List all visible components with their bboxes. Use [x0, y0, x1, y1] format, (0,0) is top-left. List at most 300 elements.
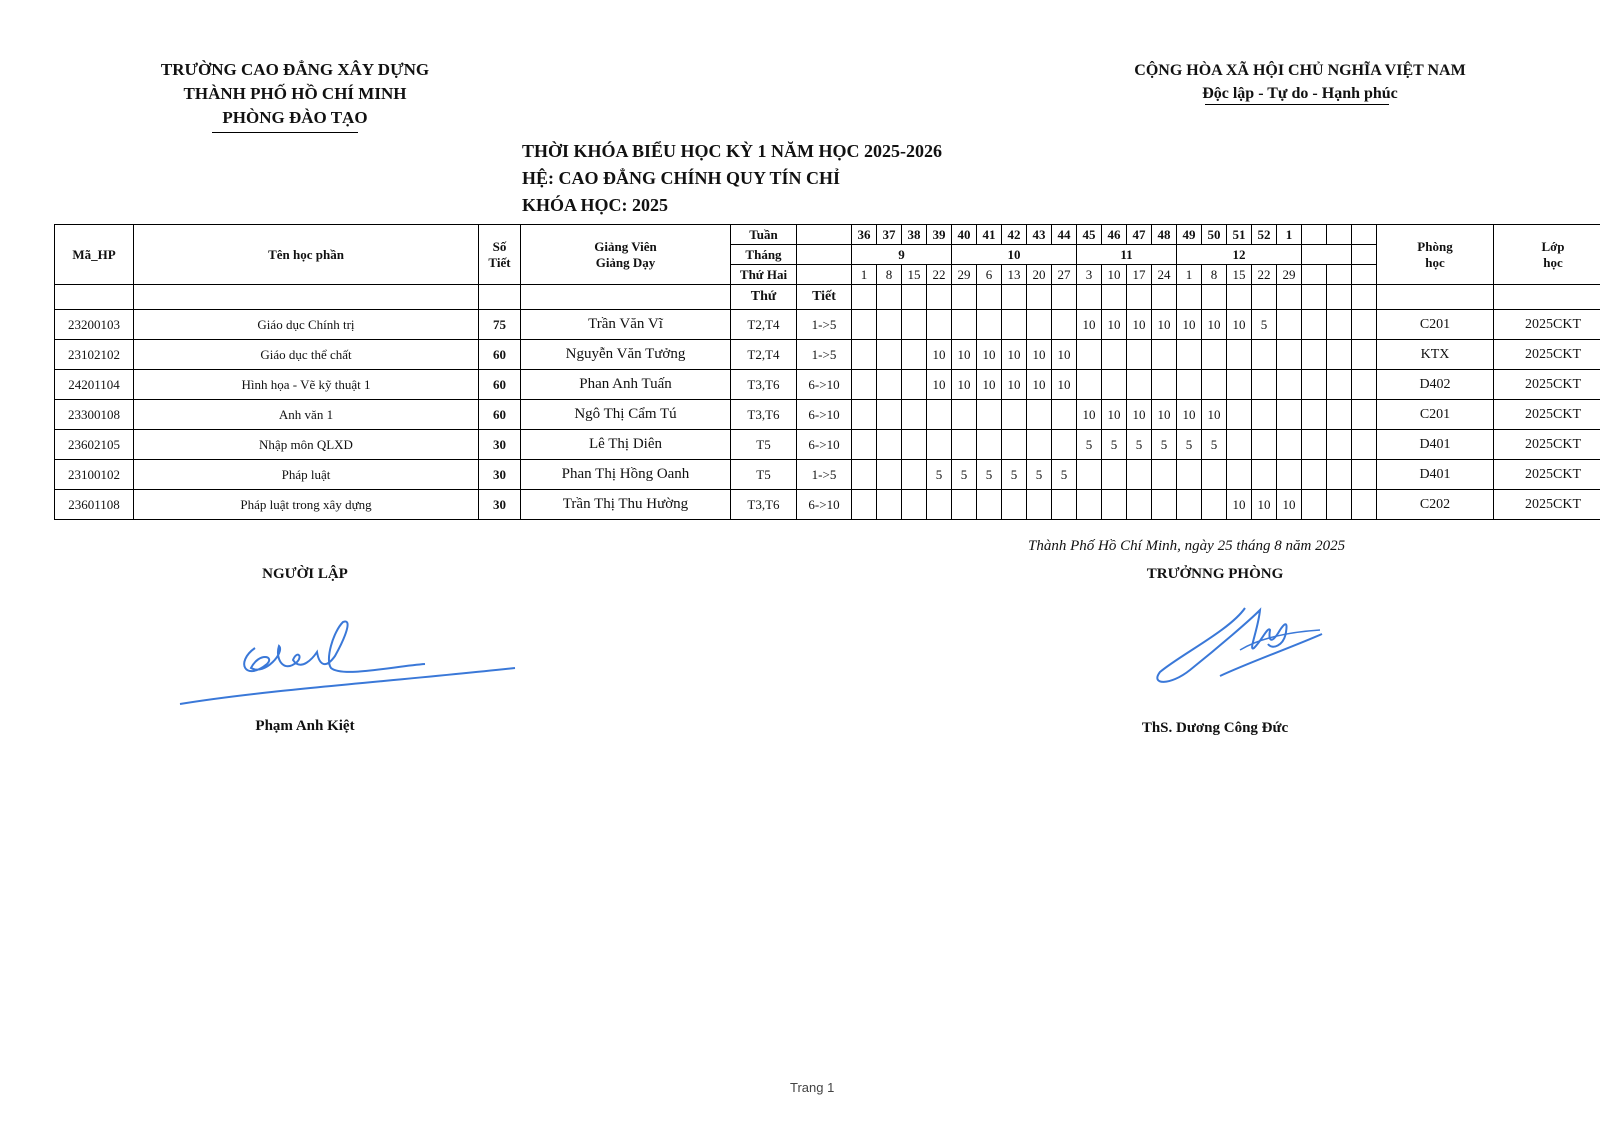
weekly-hours-cell — [952, 310, 977, 340]
course-day: T5 — [731, 430, 797, 460]
course-code: 23602105 — [55, 430, 134, 460]
week-cell: 1 — [1277, 225, 1302, 245]
weekly-hours-cell — [852, 400, 877, 430]
course-day: T3,T6 — [731, 400, 797, 430]
course-room: D401 — [1377, 460, 1494, 490]
weekly-hours-cell: 10 — [977, 370, 1002, 400]
course-slot: 1->5 — [797, 340, 852, 370]
course-class: 2025CKT — [1494, 310, 1600, 340]
blank-cell — [1252, 285, 1277, 310]
week-cell: 49 — [1177, 225, 1202, 245]
course-class: 2025CKT — [1494, 400, 1600, 430]
weekly-hours-cell — [1077, 370, 1102, 400]
weekly-hours-cell — [852, 370, 877, 400]
blank-cell — [1352, 340, 1377, 370]
blank-cell — [1052, 285, 1077, 310]
label-week: Tuần — [731, 225, 797, 245]
header-teacher-line1: Giảng Viên — [594, 238, 657, 254]
weekly-hours-cell — [1002, 430, 1027, 460]
course-class: 2025CKT — [1494, 460, 1600, 490]
course-class: 2025CKT — [1494, 370, 1600, 400]
course-code: 23102102 — [55, 340, 134, 370]
monday-date-cell: 20 — [1027, 265, 1052, 285]
week-cell: 42 — [1002, 225, 1027, 245]
weekly-hours-cell: 10 — [927, 370, 952, 400]
weekly-hours-cell — [1227, 430, 1252, 460]
weekly-hours-cell — [1102, 340, 1127, 370]
blank-cell — [902, 285, 927, 310]
weekly-hours-cell — [1002, 490, 1027, 520]
school-line1: TRƯỜNG CAO ĐẲNG XÂY DỰNG — [160, 60, 430, 79]
month-cell: 12 — [1177, 245, 1302, 265]
blank-cell — [1002, 285, 1027, 310]
course-day: T5 — [731, 460, 797, 490]
monday-date-cell — [1302, 265, 1327, 285]
page-number: Trang 1 — [790, 1080, 835, 1095]
weekly-hours-cell — [1052, 430, 1077, 460]
weekly-hours-cell — [1302, 490, 1327, 520]
date-line: Thành Phố Hồ Chí Minh, ngày 25 tháng 8 năm 2025 — [1028, 538, 1346, 554]
week-cell: 51 — [1227, 225, 1252, 245]
blank-cell — [479, 285, 521, 310]
blank-cell — [1202, 285, 1227, 310]
blank-cell — [1352, 370, 1377, 400]
course-row — [55, 310, 1600, 340]
weekly-hours-cell: 5 — [977, 460, 1002, 490]
weekly-hours-cell — [1302, 430, 1327, 460]
header-room — [1377, 225, 1494, 285]
blank-cell — [1352, 490, 1377, 520]
motto-underline — [1205, 104, 1389, 105]
course-room: C201 — [1377, 400, 1494, 430]
weekly-hours-cell — [1227, 460, 1252, 490]
course-day: T3,T6 — [731, 370, 797, 400]
weekly-hours-cell: 10 — [1127, 310, 1152, 340]
weekly-hours-cell — [1227, 340, 1252, 370]
blank-cell — [55, 285, 134, 310]
week-cell — [1302, 225, 1327, 245]
weekly-hours-cell — [877, 340, 902, 370]
weekly-hours-cell: 10 — [1202, 400, 1227, 430]
course-teacher: Phan Thị Hồng Oanh — [521, 460, 731, 490]
weekly-hours-cell: 5 — [1027, 460, 1052, 490]
weekly-hours-cell — [1327, 490, 1352, 520]
course-periods: 60 — [479, 340, 521, 370]
blank-cell — [1302, 285, 1327, 310]
weekly-hours-cell — [1327, 310, 1352, 340]
course-room: KTX — [1377, 340, 1494, 370]
course-slot: 6->10 — [797, 400, 852, 430]
weekly-hours-cell: 10 — [1102, 310, 1127, 340]
monday-date-cell: 15 — [902, 265, 927, 285]
month-cell: 10 — [952, 245, 1077, 265]
national-header — [1110, 59, 1490, 105]
weekly-hours-cell — [977, 400, 1002, 430]
course-teacher: Phan Anh Tuấn — [521, 370, 731, 400]
weekly-hours-cell — [1277, 340, 1302, 370]
header-periods — [479, 225, 521, 285]
weekly-hours-cell — [852, 490, 877, 520]
blank-cell — [521, 285, 731, 310]
weekly-hours-cell — [1202, 370, 1227, 400]
course-teacher: Trần Thị Thu Hường — [521, 490, 731, 520]
week-cell: 40 — [952, 225, 977, 245]
weekly-hours-cell — [1127, 370, 1152, 400]
weekly-hours-cell — [1177, 460, 1202, 490]
weekly-hours-cell: 10 — [1002, 340, 1027, 370]
course-teacher: Ngô Thị Cẩm Tú — [521, 400, 731, 430]
weekly-hours-cell — [877, 370, 902, 400]
course-name: Anh văn 1 — [134, 400, 479, 430]
blank-cell — [1494, 285, 1600, 310]
course-name: Pháp luật trong xây dựng — [134, 490, 479, 520]
monday-date-cell: 22 — [1252, 265, 1277, 285]
weekly-hours-cell — [1102, 460, 1127, 490]
weekly-hours-cell — [1252, 400, 1277, 430]
motto: Độc lập - Tự do - Hạnh phúc — [1202, 85, 1398, 102]
monday-date-cell: 17 — [1127, 265, 1152, 285]
week-cell: 41 — [977, 225, 1002, 245]
weekly-hours-cell — [1177, 370, 1202, 400]
weekly-hours-cell: 10 — [1127, 400, 1152, 430]
weekly-hours-cell — [902, 340, 927, 370]
monday-date-cell: 8 — [1202, 265, 1227, 285]
weekly-hours-cell — [877, 430, 902, 460]
weekly-hours-cell: 10 — [952, 370, 977, 400]
weekly-hours-cell — [1127, 460, 1152, 490]
weekly-hours-cell — [1202, 490, 1227, 520]
course-row — [55, 400, 1600, 430]
week-cell: 47 — [1127, 225, 1152, 245]
course-slot: 6->10 — [797, 430, 852, 460]
monday-date-cell: 1 — [852, 265, 877, 285]
blank-cell — [1352, 245, 1377, 265]
blank-cell — [1027, 285, 1052, 310]
blank-cell — [927, 285, 952, 310]
course-room: C202 — [1377, 490, 1494, 520]
course-periods: 75 — [479, 310, 521, 340]
week-cell: 39 — [927, 225, 952, 245]
weekly-hours-cell: 10 — [1227, 490, 1252, 520]
monday-date-cell: 22 — [927, 265, 952, 285]
head-signature-icon — [1150, 590, 1325, 700]
weekly-hours-cell: 10 — [927, 340, 952, 370]
blank-cell — [1377, 285, 1494, 310]
weekly-hours-cell — [1227, 370, 1252, 400]
blank-cell — [1352, 460, 1377, 490]
monday-date-cell: 1 — [1177, 265, 1202, 285]
weekly-hours-cell — [902, 310, 927, 340]
monday-date-cell: 15 — [1227, 265, 1252, 285]
course-row — [55, 430, 1600, 460]
weekly-hours-cell — [977, 490, 1002, 520]
course-name: Hình họa - Vẽ kỹ thuật 1 — [134, 370, 479, 400]
course-code: 23601108 — [55, 490, 134, 520]
course-periods: 30 — [479, 490, 521, 520]
course-class: 2025CKT — [1494, 430, 1600, 460]
label-day: Thứ — [731, 285, 797, 310]
department-name: PHÒNG ĐÀO TẠO — [222, 108, 368, 127]
weekly-hours-cell — [1052, 490, 1077, 520]
week-cell: 43 — [1027, 225, 1052, 245]
blank-cell — [797, 225, 852, 245]
weekly-hours-cell — [1327, 400, 1352, 430]
weekly-hours-cell — [852, 340, 877, 370]
head-name: ThS. Dương Công Đức — [1141, 720, 1289, 736]
weekly-hours-cell — [927, 430, 952, 460]
weekly-hours-cell — [952, 430, 977, 460]
label-month: Tháng — [731, 245, 797, 265]
weekly-hours-cell — [1027, 490, 1052, 520]
week-cell: 50 — [1202, 225, 1227, 245]
header-class-line1: Lớp — [1541, 238, 1565, 254]
blank-cell — [1352, 310, 1377, 340]
weekly-hours-cell — [902, 370, 927, 400]
header-periods-line2: Tiết — [488, 254, 511, 270]
weekly-hours-cell: 5 — [952, 460, 977, 490]
course-room: C201 — [1377, 310, 1494, 340]
header-teacher-line2: Giảng Dạy — [595, 254, 656, 270]
weekly-hours-cell — [852, 460, 877, 490]
course-teacher: Nguyễn Văn Tưởng — [521, 340, 731, 370]
weekly-hours-cell: 10 — [1102, 400, 1127, 430]
weekly-hours-cell — [1077, 460, 1102, 490]
weekly-hours-cell — [1152, 460, 1177, 490]
monday-date-cell: 10 — [1102, 265, 1127, 285]
weekly-hours-cell — [1302, 370, 1327, 400]
weekly-hours-cell — [852, 430, 877, 460]
weekly-hours-cell: 10 — [1152, 310, 1177, 340]
course-name: Nhập môn QLXD — [134, 430, 479, 460]
week-cell: 48 — [1152, 225, 1177, 245]
monday-date-cell: 29 — [952, 265, 977, 285]
blank-cell — [1352, 265, 1377, 285]
course-row — [55, 460, 1600, 490]
weekly-hours-cell — [1077, 490, 1102, 520]
blank-cell — [1227, 285, 1252, 310]
course-day: T3,T6 — [731, 490, 797, 520]
weekly-hours-cell: 5 — [1202, 430, 1227, 460]
weekly-hours-cell — [1227, 400, 1252, 430]
weekly-hours-cell — [1277, 310, 1302, 340]
weekly-hours-cell: 10 — [1052, 340, 1077, 370]
course-teacher: Lê Thị Diên — [521, 430, 731, 460]
weekly-hours-cell — [1177, 490, 1202, 520]
weekly-hours-cell — [927, 310, 952, 340]
course-teacher: Trần Văn Vĩ — [521, 310, 731, 340]
weekly-hours-cell — [1252, 340, 1277, 370]
course-slot: 1->5 — [797, 310, 852, 340]
weekly-hours-cell — [1127, 490, 1152, 520]
preparer-name: Phạm Anh Kiệt — [255, 718, 355, 734]
week-cell: 37 — [877, 225, 902, 245]
preparer-signature-icon — [175, 612, 520, 708]
weekly-hours-cell: 5 — [1102, 430, 1127, 460]
blank-cell — [797, 245, 852, 265]
weekly-hours-cell: 10 — [1077, 400, 1102, 430]
monday-date-cell: 3 — [1077, 265, 1102, 285]
course-row — [55, 490, 1600, 520]
weekly-hours-cell — [927, 490, 952, 520]
weekly-hours-cell — [1077, 340, 1102, 370]
course-name: Giáo dục thể chất — [134, 340, 479, 370]
header-periods-line1: Số — [492, 238, 507, 254]
header-teacher — [521, 225, 731, 285]
header-room-line2: học — [1425, 254, 1445, 270]
weekly-hours-cell — [1002, 400, 1027, 430]
blank-cell — [1102, 285, 1127, 310]
department-underline — [212, 132, 358, 133]
school-name — [110, 58, 480, 130]
header-code: Mã_HP — [55, 225, 134, 285]
week-cell: 44 — [1052, 225, 1077, 245]
monday-date-cell: 27 — [1052, 265, 1077, 285]
weekly-hours-cell — [1002, 310, 1027, 340]
week-cell: 36 — [852, 225, 877, 245]
course-code: 24201104 — [55, 370, 134, 400]
blank-cell — [1077, 285, 1102, 310]
weekly-hours-cell — [1327, 370, 1352, 400]
weekly-hours-cell — [977, 310, 1002, 340]
weekly-hours-cell: 5 — [1077, 430, 1102, 460]
document-title — [522, 138, 942, 219]
country-name: CỘNG HÒA XÃ HỘI CHỦ NGHĨA VIỆT NAM — [1134, 62, 1466, 79]
week-cell: 45 — [1077, 225, 1102, 245]
weekly-hours-cell: 10 — [952, 340, 977, 370]
weekly-hours-cell — [902, 490, 927, 520]
weekly-hours-cell — [952, 490, 977, 520]
weekly-hours-cell: 10 — [1177, 310, 1202, 340]
weekly-hours-cell: 10 — [1277, 490, 1302, 520]
blank-cell — [1327, 285, 1352, 310]
blank-cell — [1177, 285, 1202, 310]
weekly-hours-cell: 10 — [1152, 400, 1177, 430]
month-cell: 9 — [852, 245, 952, 265]
course-periods: 60 — [479, 370, 521, 400]
blank-cell — [134, 285, 479, 310]
weekly-hours-cell: 10 — [1202, 310, 1227, 340]
course-periods: 60 — [479, 400, 521, 430]
course-row — [55, 340, 1600, 370]
weekly-hours-cell — [1302, 460, 1327, 490]
week-cell: 38 — [902, 225, 927, 245]
blank-cell — [977, 285, 1002, 310]
week-cell: 46 — [1102, 225, 1127, 245]
weekly-hours-cell: 10 — [1177, 400, 1202, 430]
weekly-hours-cell: 5 — [1052, 460, 1077, 490]
weekly-hours-cell — [1202, 340, 1227, 370]
weekly-hours-cell — [1202, 460, 1227, 490]
course-periods: 30 — [479, 430, 521, 460]
monday-date-cell: 29 — [1277, 265, 1302, 285]
course-room: D402 — [1377, 370, 1494, 400]
weekly-hours-cell — [902, 400, 927, 430]
label-period: Tiết — [797, 285, 852, 310]
weekly-hours-cell — [902, 460, 927, 490]
monday-date-cell: 24 — [1152, 265, 1177, 285]
weekly-hours-cell — [877, 310, 902, 340]
course-name: Giáo dục Chính trị — [134, 310, 479, 340]
weekly-hours-cell — [1152, 490, 1177, 520]
course-code: 23300108 — [55, 400, 134, 430]
title-line2: HỆ: CAO ĐẲNG CHÍNH QUY TÍN CHỈ — [522, 168, 841, 188]
weekly-hours-cell: 10 — [1027, 340, 1052, 370]
weekly-hours-cell — [902, 430, 927, 460]
monday-date-cell: 6 — [977, 265, 1002, 285]
weekly-hours-cell: 10 — [1227, 310, 1252, 340]
week-cell: 52 — [1252, 225, 1277, 245]
weekly-hours-cell — [1152, 370, 1177, 400]
course-class: 2025CKT — [1494, 490, 1600, 520]
weekly-hours-cell: 5 — [1152, 430, 1177, 460]
header-room-line1: Phòng — [1417, 238, 1453, 254]
course-name: Pháp luật — [134, 460, 479, 490]
month-cell: 11 — [1077, 245, 1177, 265]
weekly-hours-cell — [1127, 340, 1152, 370]
head-title: TRƯỞNNG PHÒNG — [1146, 566, 1284, 582]
blank-cell — [1152, 285, 1177, 310]
blank-cell — [852, 285, 877, 310]
schedule-table — [54, 224, 1600, 520]
school-line2: THÀNH PHỐ HỒ CHÍ MINH — [183, 84, 407, 103]
header-course-name: Tên học phần — [134, 225, 479, 285]
blank-cell — [952, 285, 977, 310]
monday-date-cell: 8 — [877, 265, 902, 285]
weekly-hours-cell: 5 — [927, 460, 952, 490]
weekly-hours-cell — [977, 430, 1002, 460]
course-day: T2,T4 — [731, 340, 797, 370]
blank-cell — [797, 265, 852, 285]
weekly-hours-cell: 10 — [1252, 490, 1277, 520]
weekly-hours-cell — [1252, 430, 1277, 460]
course-slot: 6->10 — [797, 490, 852, 520]
course-room: D401 — [1377, 430, 1494, 460]
blank-cell — [1277, 285, 1302, 310]
label-monday: Thứ Hai — [731, 265, 797, 285]
course-row — [55, 370, 1600, 400]
weekly-hours-cell — [877, 400, 902, 430]
weekly-hours-cell — [1327, 430, 1352, 460]
weekly-hours-cell — [1302, 310, 1327, 340]
course-code: 23100102 — [55, 460, 134, 490]
weekly-hours-cell — [1027, 400, 1052, 430]
weekly-hours-cell — [1102, 490, 1127, 520]
weekly-hours-cell — [1252, 460, 1277, 490]
weekly-hours-cell: 10 — [1052, 370, 1077, 400]
weekly-hours-cell — [1327, 340, 1352, 370]
blank-cell — [1352, 430, 1377, 460]
course-code: 23200103 — [55, 310, 134, 340]
weekly-hours-cell: 10 — [1002, 370, 1027, 400]
weekly-hours-cell — [927, 400, 952, 430]
weekly-hours-cell — [1052, 310, 1077, 340]
weekly-hours-cell — [1177, 340, 1202, 370]
header-class — [1494, 225, 1600, 285]
weekly-hours-cell: 5 — [1002, 460, 1027, 490]
weekly-hours-cell — [1252, 370, 1277, 400]
monday-date-cell: 13 — [1002, 265, 1027, 285]
blank-cell — [1352, 285, 1377, 310]
blank-cell — [1127, 285, 1152, 310]
course-day: T2,T4 — [731, 310, 797, 340]
weekly-hours-cell — [1027, 310, 1052, 340]
weekly-hours-cell — [1052, 400, 1077, 430]
weekly-hours-cell — [1327, 460, 1352, 490]
weekly-hours-cell — [852, 310, 877, 340]
title-line3: KHÓA HỌC: 2025 — [522, 195, 669, 215]
week-cell — [1327, 225, 1352, 245]
weekly-hours-cell: 5 — [1252, 310, 1277, 340]
